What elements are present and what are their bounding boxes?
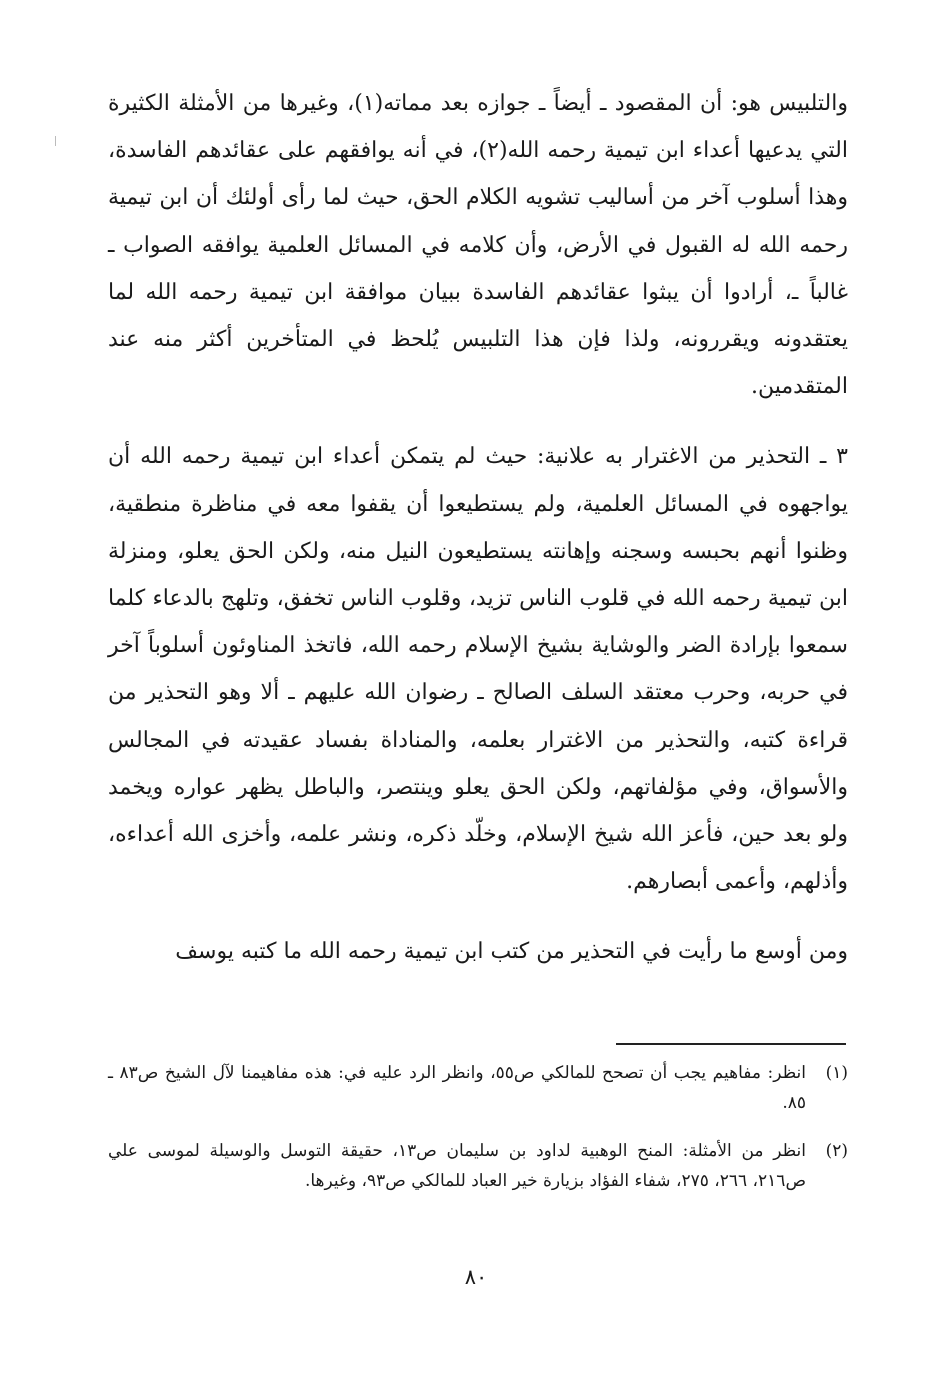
- footnote-2: [108, 1136, 848, 1196]
- body-paragraph-3: ومن أوسع ما رأيت في التحذير من كتب ابن تيمية رحمه الله ما كتبه يوسف: [175, 939, 848, 965]
- footnote-number: (١): [825, 1063, 848, 1083]
- footnote-text: انظر من الأمثلة: المنح الوهبية لداود بن سليمان ص١٣، حقيقة التوسل والوسيلة لموسى علي ص٢١٦، ٢٦٦، ٢٧٥، شفاء الفؤاد بزيارة خير العباد للمالكي ص٩٣، وغيرها.: [108, 1141, 806, 1191]
- body-paragraph-1: والتلبيس هو: أن المقصود ـ أيضاً ـ جوازه بعد مماته(١)، وغيرها من الأمثلة الكثيرة التي يدعيها أعداء ابن تيمية رحمه الله(٢)، في أنه يوافقهم على عقائدهم الفاسدة، وهذا أسلوب آخر من أساليب تشويه الكلام الحق، حيث لما رأى أولئك أن ابن تيمية رحمه الله له القبول في الأرض، وأن كلامه في المسائل العلمية يوافقه الصواب ـ غالباً ـ، أرادوا أن يبثوا عقائدهم الفاسدة ببيان موافقة ابن تيمية رحمه الله لما يعتقدونه ويقررونه، ولذا فإن هذا التلبيس يُلحظ في المتأخرين أكثر منه عند المتقدمين.: [108, 91, 848, 400]
- footnote-text: انظر: مفاهيم يجب أن تصحح للمالكي ص٥٥، وانظر الرد عليه في: هذه مفاهيمنا لآل الشيخ ص٨٣ ـ ٨٥.: [108, 1063, 807, 1113]
- footnote-1: [108, 1058, 848, 1118]
- footnote-number: (٢): [825, 1141, 848, 1161]
- margin-mark: [55, 136, 56, 146]
- page-number: ٨٠: [464, 1265, 488, 1289]
- body-paragraph-2: ٣ ـ التحذير من الاغترار به علانية: حيث لم يتمكن أعداء ابن تيمية رحمه الله أن يواجهوه في المسائل العلمية، ولم يستطيعوا أن يقفوا معه في مناظرة منطقية، وظنوا أنهم بحبسه وسجنه وإهانته يستطيعون النيل منه، ولكن الحق يعلو، ومنزلة ابن تيمية رحمه الله في قلوب الناس تزيد، وقلوب الناس تخفق، وتلهج بالدعاء كلما سمعوا بإرادة الضر والوشاية بشيخ الإسلام رحمه الله، فاتخذ المناوئون أسلوباً آخر في حربه، وحرب معتقد السلف الصالح ـ رضوان الله عليهم ـ ألا وهو التحذير من قراءة كتبه، والتحذير من الاغترار بعلمه، والمناداة بفساد عقيدته في المجالس والأسواق، وفي مؤلفاتهم، ولكن الحق يعلو وينتصر، والباطل يظهر عواره ويخمد ولو بعد حين، فأعز الله شيخ الإسلام، وخلّد ذكره، ونشر علمه، وأخزى الله أعداءه، وأذلهم، وأعمى أبصارهم.: [108, 444, 848, 895]
- page-body: [108, 80, 848, 976]
- footnotes: [108, 1058, 848, 1196]
- footnote-separator: [616, 1043, 846, 1045]
